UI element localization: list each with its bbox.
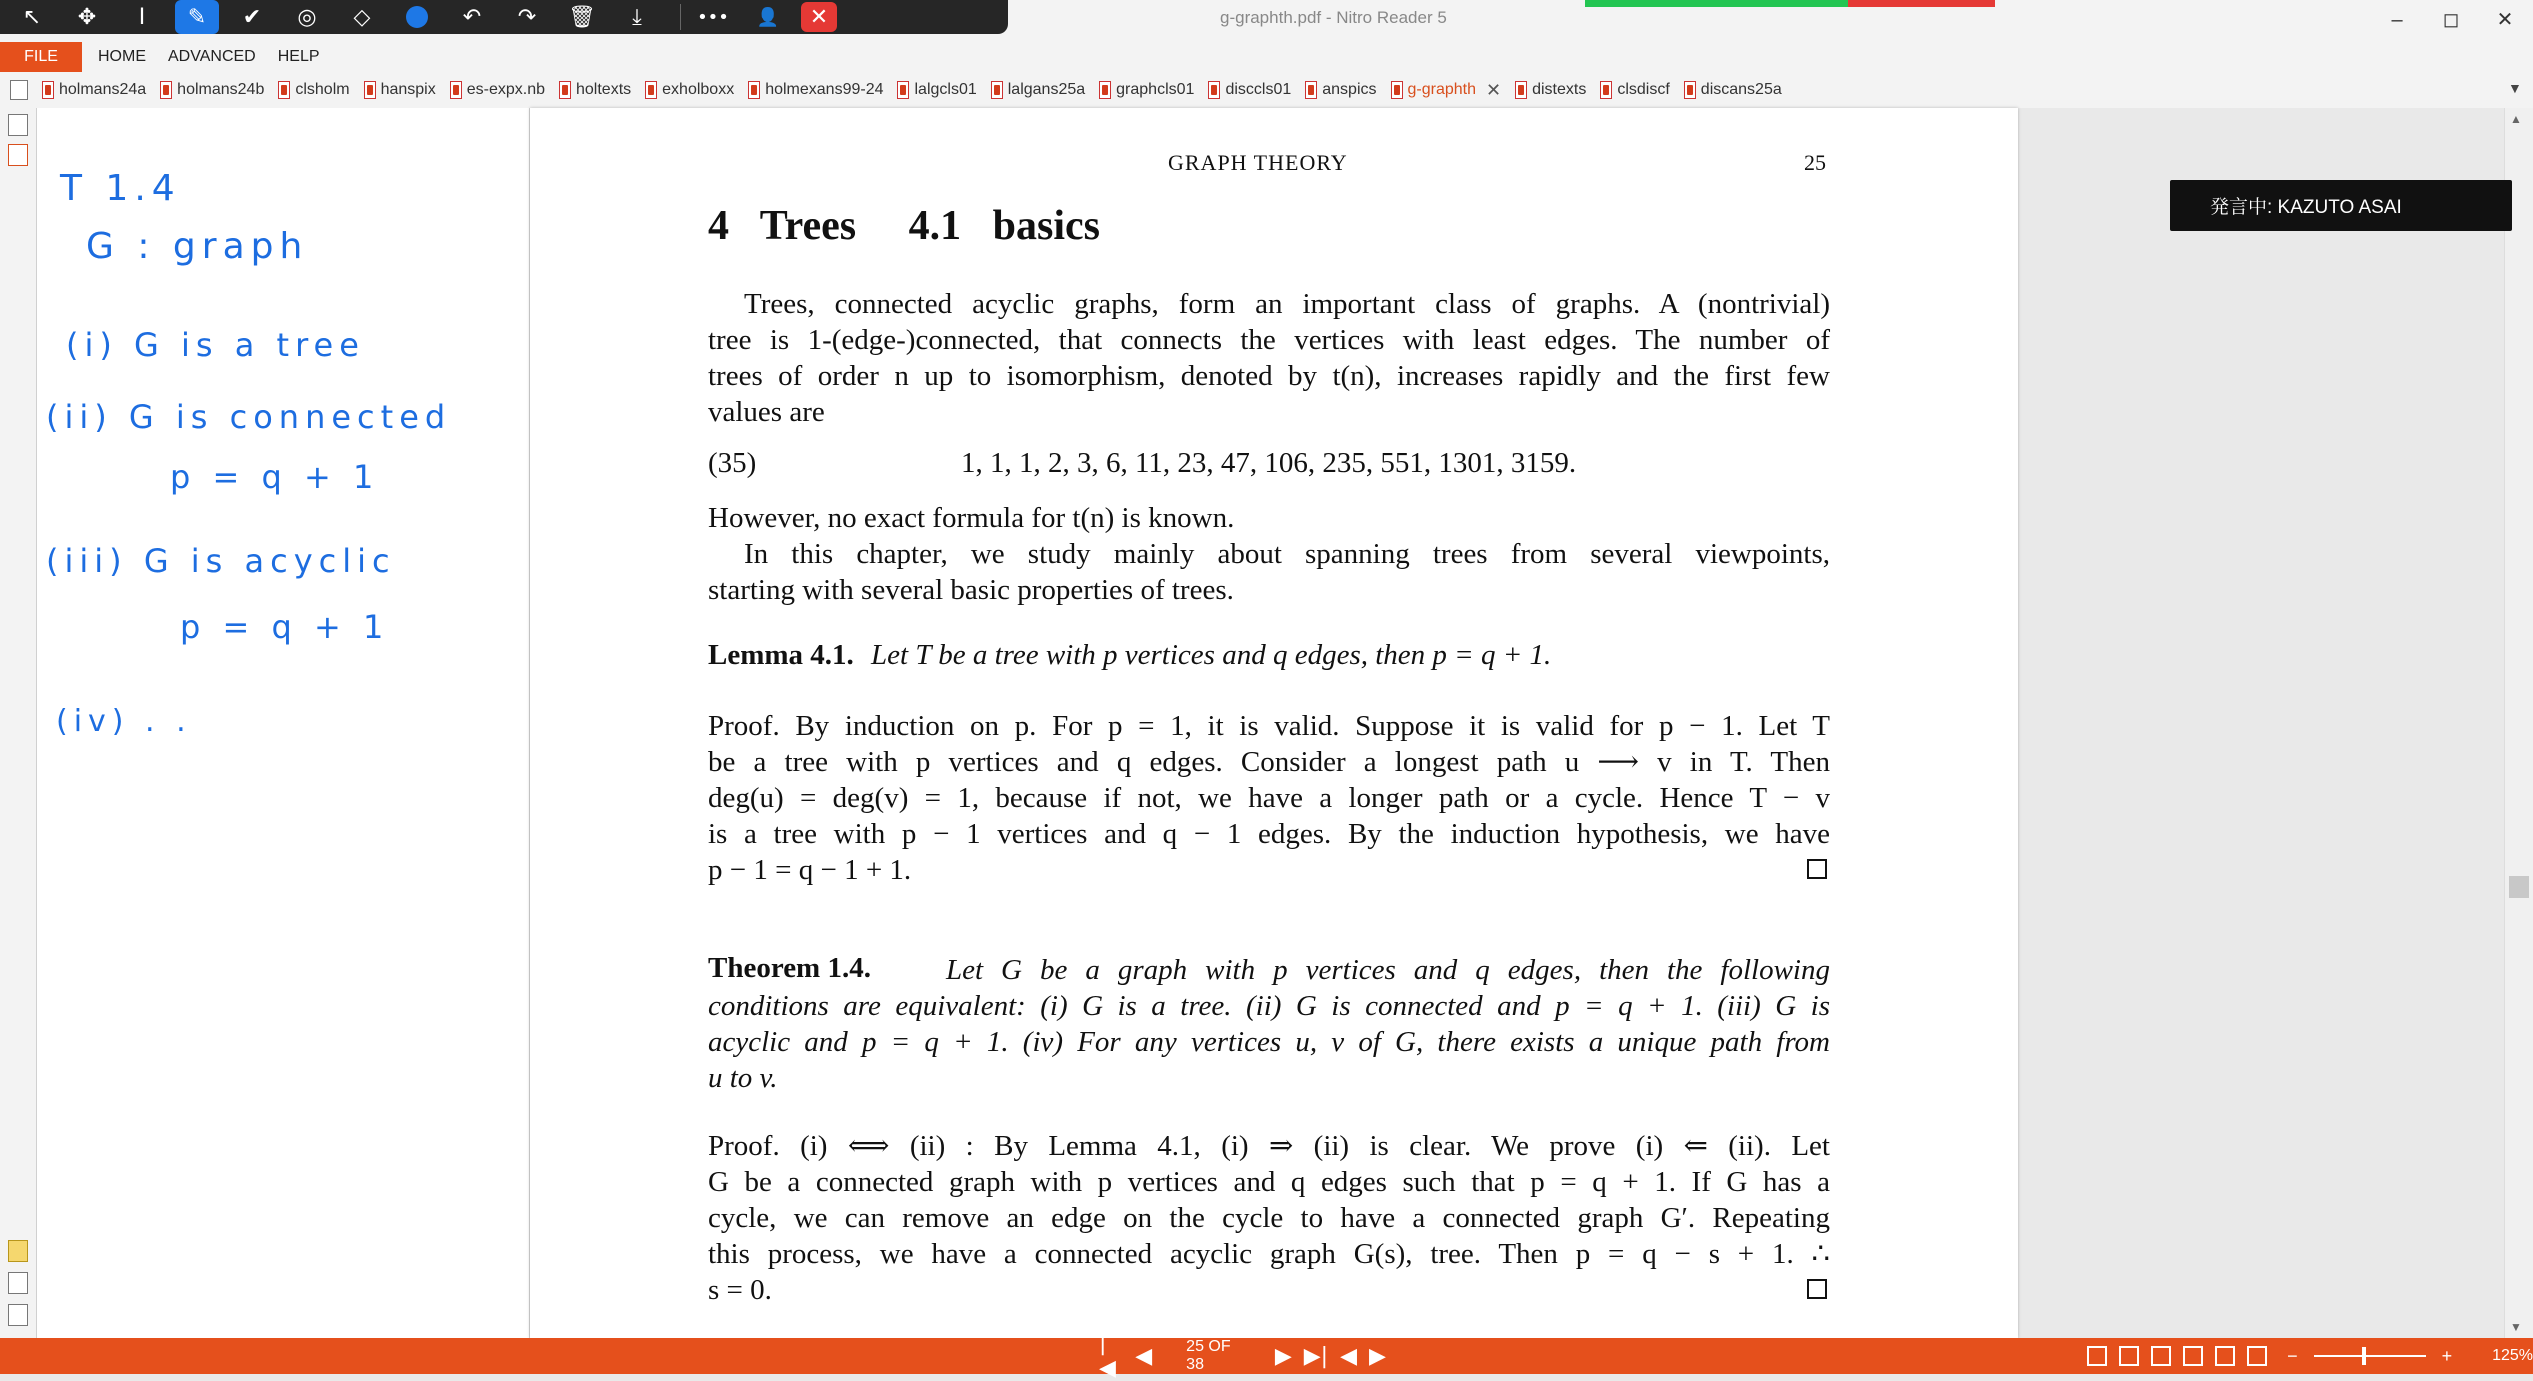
tab-close-icon[interactable]: ✕ [1486,79,1502,100]
eraser-icon[interactable]: ◇ [353,4,371,30]
tabs-overflow-icon[interactable]: ▼ [2508,80,2522,96]
pdf-file-icon [1305,81,1317,99]
progress-bar-red [1848,0,1995,7]
first-page-button[interactable]: |◀ [1098,1331,1116,1381]
equation-label: (35) [708,447,757,479]
proof-line: this process, we have a connected acyclic graph G(s), tree. Then p = q − s + 1. ∴ [708,1238,1830,1270]
theorem-line: conditions are equivalent: (i) G is a tree. (ii) G is connected and p = q + 1. (iii) G is [708,990,1830,1022]
more-icon[interactable]: ••• [697,6,729,28]
theorem-line: acyclic and p = q + 1. (iv) For any vertices u, v of G, there exists a unique path from [708,1026,1830,1058]
scroll-up-icon[interactable]: ▲ [2510,112,2522,126]
pointer-icon[interactable]: ↖ [22,4,42,30]
pdf-file-icon [1600,81,1612,99]
menu-advanced[interactable]: ADVANCED [168,48,256,65]
pdf-file-icon [1515,81,1527,99]
proof-line: be a tree with p vertices and q edges. Consider a longest path u ⟶ v in T. Then [708,746,1830,778]
annotation-toolbar [0,0,1008,34]
left-sidebar-strip [0,108,37,1338]
proof-line: deg(u) = deg(v) = 1, because if not, we have a longer path or a cycle. Hence T − v [708,782,1830,814]
download-icon[interactable]: ⤓ [632,4,642,30]
zoom-slider-thumb[interactable] [2362,1347,2366,1365]
tab-holmans24a[interactable]: holmans24a [42,81,146,99]
speaker-overlay: 発言中: KAZUTO ASAI [2170,180,2512,231]
text-cursor-icon[interactable]: I [138,4,146,30]
zoom-level[interactable]: 125% [2492,1347,2533,1364]
theorem-title: Theorem 1.4. [708,952,871,984]
qed-box-icon [1807,859,1827,879]
note-line: G : graph [86,226,309,267]
lasso-icon[interactable]: ◎ [297,4,317,30]
paragraph-line: tree is 1-(edge-)connected, that connects the vertices with least edges. The number of [708,324,1830,356]
lemma-title: Lemma 4.1. [708,639,854,671]
color-picker-button[interactable] [395,0,439,34]
page-number: 25 [1804,150,1826,175]
chapter-heading: 4 Trees 4.1 basics [708,203,1101,249]
tab-clsdiscf[interactable]: clsdiscf [1600,81,1669,99]
trash-icon[interactable]: 🗑 [568,4,596,30]
note-line: (ii) G is connected [46,398,452,436]
zoom-in-button[interactable]: + [2441,1345,2453,1366]
menu-help[interactable]: HELP [277,48,320,65]
scroll-down-icon[interactable]: ▼ [2510,1320,2522,1334]
previous-page-button[interactable]: ◀ [1135,1343,1153,1369]
document-tab-bar [0,72,2533,109]
layers-panel-icon[interactable] [8,1304,28,1326]
tab-g-graphth[interactable]: g-graphth ✕ [1391,80,1502,101]
single-page-view-icon[interactable] [2087,1346,2107,1366]
paragraph-line: However, no exact formula for t(n) is known. [708,502,1235,534]
tab-clsholm[interactable]: clsholm [278,81,349,99]
attachments-panel-icon[interactable] [8,1272,28,1294]
tab-holtexts[interactable]: holtexts [559,81,631,99]
pdf-file-icon [897,81,909,99]
paragraph-line: trees of order n up to isomorphism, denoted by t(n), increases rapidly and the first few [708,360,1830,392]
toolbar-divider [680,4,681,30]
proof-line: p − 1 = q − 1 + 1. [708,854,912,886]
facing-view-icon[interactable] [2151,1346,2171,1366]
proof-line: Proof. (i) ⟺ (ii) : By Lemma 4.1, (i) ⇒ (ii) is clear. We prove (i) ⇐ (ii). Let [708,1130,1830,1162]
note-line: T 1.4 [60,168,181,209]
tab-lalgans25a[interactable]: lalgans25a [991,81,1085,99]
vertical-scrollbar[interactable] [2504,108,2533,1338]
next-page-button[interactable]: ▶ [1274,1343,1292,1369]
scrollbar-thumb[interactable] [2509,876,2529,898]
paragraph-line: In this chapter, we study mainly about spanning trees from several viewpoints, [744,538,1830,570]
pdf-file-icon [991,81,1003,99]
status-bar [0,1331,2533,1381]
move-icon[interactable]: ✥ [77,4,97,30]
proof-line: G be a connected graph with p vertices and q edges such that p = q + 1. If G has a [708,1166,1830,1198]
note-line: (i) G is a tree [66,326,365,364]
pdf-file-icon [42,81,54,99]
menu-file[interactable]: FILE [0,42,82,72]
tab-lalgcls01[interactable]: lalgcls01 [897,81,976,99]
tab-holmans24b[interactable]: holmans24b [160,81,264,99]
bookmarks-panel-icon[interactable] [8,144,28,166]
tab-anspics[interactable]: anspics [1305,81,1376,99]
fit-page-icon[interactable] [2247,1346,2267,1366]
proof-line: s = 0. [708,1274,772,1306]
menu-home[interactable]: HOME [98,48,146,65]
paragraph-line: values are [708,396,825,428]
paragraph-line: Trees, connected acyclic graphs, form an important class of graphs. A (nontrivial) [744,288,1830,320]
tab-discans25a[interactable]: discans25a [1684,81,1782,99]
color-icon [406,6,428,28]
menu-bar [0,42,2533,72]
redo-icon[interactable]: ↷ [517,4,537,30]
next-view-button[interactable]: ▶ [1369,1343,1386,1369]
pdf-file-icon [364,81,376,99]
last-page-button[interactable]: ▶| [1303,1343,1329,1369]
person-icon[interactable]: 👤 [756,6,780,28]
note-line: (iii) G is acyclic [46,542,396,580]
tab-graphcls01[interactable]: graphcls01 [1099,81,1194,99]
comments-panel-icon[interactable] [8,1240,28,1262]
fit-width-icon[interactable] [2215,1346,2235,1366]
maximize-button[interactable]: ◻ [2442,9,2460,31]
pen-icon[interactable]: ✎ [175,0,219,34]
undo-icon[interactable]: ↶ [462,4,482,30]
pdf-file-icon [645,81,657,99]
theorem-line: u to v. [708,1062,778,1094]
pdf-file-icon [1391,81,1403,99]
note-line: (iv) . . [56,704,192,739]
proof-line: is a tree with p − 1 vertices and q − 1 edges. By the induction hypothesis, we have [708,818,1830,850]
pdf-file-icon [559,81,571,99]
tab-disccls01[interactable]: disccls01 [1208,81,1291,99]
paragraph-line: starting with several basic properties of trees. [708,574,1234,606]
previous-view-button[interactable]: ◀ [1340,1343,1357,1369]
check-icon[interactable]: ✔ [242,4,262,30]
window-title: g-graphth.pdf - Nitro Reader 5 [1220,8,1447,27]
close-toolbar-button[interactable]: ✕ [801,2,837,32]
close-window-button[interactable]: ✕ [2496,9,2514,31]
zoom-slider[interactable] [2314,1355,2426,1357]
equation-values: 1, 1, 1, 2, 3, 6, 11, 23, 47, 106, 235, 551, 1301, 3159. [961,447,1577,479]
pdf-file-icon [450,81,462,99]
pdf-file-icon [1684,81,1696,99]
pdf-file-icon [1099,81,1111,99]
qed-box-icon [1807,1279,1827,1299]
minimize-button[interactable]: – [2391,9,2403,31]
theorem-line: Let G be a graph with p vertices and q edges, then the following [946,954,1830,986]
tab-exholboxx[interactable]: exholboxx [645,81,734,99]
pdf-file-icon [748,81,760,99]
continuous-view-icon[interactable] [2119,1346,2139,1366]
pdf-file-icon [1208,81,1220,99]
proof-line: cycle, we can remove an edge on the cycle to have a connected graph G′. Repeating [708,1202,1830,1234]
zoom-out-button[interactable]: − [2287,1345,2298,1366]
tab-hanspix[interactable]: hanspix [364,81,436,99]
tab-holmexans[interactable]: holmexans99-24 [748,81,883,99]
pdf-file-icon [278,81,290,99]
page-running-header: GRAPH THEORY [1168,150,1348,175]
lemma [708,639,1551,672]
note-line: p = q + 1 [170,458,380,496]
tab-distexts[interactable]: distexts [1515,81,1586,99]
pages-panel-icon[interactable] [8,114,28,136]
note-line: p = q + 1 [180,608,390,646]
progress-bar-green [1585,0,1848,7]
pdf-file-icon [160,81,172,99]
tab-list-icon[interactable] [10,80,28,100]
page-indicator[interactable]: 25 OF 38 [1186,1338,1231,1373]
proof-line: Proof. By induction on p. For p = 1, it is valid. Suppose it is valid for p − 1. Let T [708,710,1830,742]
tab-es-expx[interactable]: es-expx.nb [450,81,545,99]
lemma-text: Let T be a tree with p vertices and q edges, then p = q + 1. [871,639,1552,671]
continuous-facing-view-icon[interactable] [2183,1346,2203,1366]
